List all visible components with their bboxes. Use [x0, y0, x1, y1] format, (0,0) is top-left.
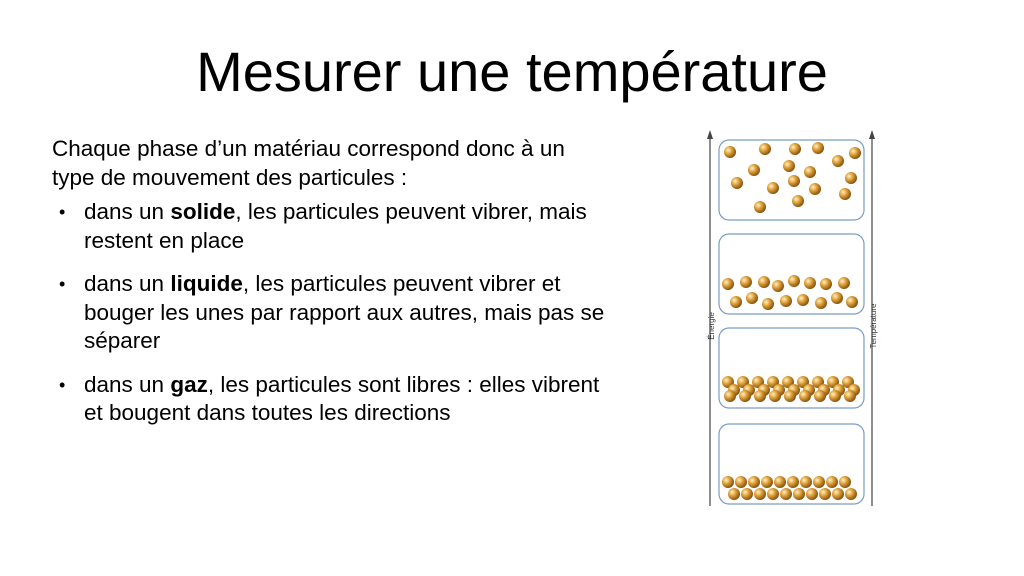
particle: [792, 195, 804, 207]
particle: [740, 276, 752, 288]
particle: [839, 188, 851, 200]
bullet-dot-icon: •: [59, 274, 66, 294]
particle: [829, 390, 841, 402]
particle: [826, 476, 838, 488]
bullet-dot-icon: •: [59, 374, 66, 395]
particle: [809, 183, 821, 195]
particle: [819, 488, 831, 500]
particle: [832, 155, 844, 167]
bullet-keyword: liquide: [170, 271, 243, 296]
particle: [788, 175, 800, 187]
temperature-axis-label: Température: [869, 303, 878, 349]
particle: [820, 278, 832, 290]
particle: [780, 295, 792, 307]
particle: [784, 390, 796, 402]
particle: [758, 276, 770, 288]
particle: [754, 201, 766, 213]
phase-diagram: [700, 126, 890, 516]
particle: [789, 143, 801, 155]
particle: [831, 292, 843, 304]
bullet-gas: [52, 371, 612, 428]
bullet-liquid: [52, 270, 612, 356]
particle: [814, 390, 826, 402]
particle: [746, 292, 758, 304]
particle: [748, 164, 760, 176]
bullet-pre: dans un: [84, 371, 171, 397]
particle: [730, 296, 742, 308]
particle: [762, 298, 774, 310]
particle: [741, 488, 753, 500]
particle: [815, 297, 827, 309]
particle: [845, 488, 857, 500]
particle: [774, 476, 786, 488]
particle: [849, 147, 861, 159]
particle: [804, 277, 816, 289]
particle: [735, 476, 747, 488]
particle: [748, 476, 760, 488]
particle: [739, 390, 751, 402]
energy-axis-label: Énergie: [707, 312, 716, 340]
particle: [797, 294, 809, 306]
particle: [806, 488, 818, 500]
bullet-keyword: solide: [170, 199, 236, 224]
particle: [788, 275, 800, 287]
particle: [759, 143, 771, 155]
bullet-pre: dans un: [84, 199, 171, 224]
particle: [731, 177, 743, 189]
slide-title: Mesurer une température: [196, 40, 828, 103]
particle: [845, 172, 857, 184]
bullet-dot-icon: •: [59, 202, 66, 222]
particle: [793, 488, 805, 500]
bullet-pre: dans un: [84, 271, 171, 296]
particle: [846, 296, 858, 308]
particle: [799, 390, 811, 402]
particle: [724, 390, 736, 402]
particle: [754, 390, 766, 402]
bullet-post: , les particules peuvent vibrer, mais restent en place: [84, 199, 587, 253]
particle: [767, 488, 779, 500]
particle: [728, 488, 740, 500]
particle: [772, 280, 784, 292]
particle: [761, 476, 773, 488]
particle: [780, 488, 792, 500]
particle: [724, 146, 736, 158]
bullet-list: [52, 198, 612, 428]
particle: [838, 277, 850, 289]
particle: [839, 476, 851, 488]
slide-body: [52, 135, 612, 443]
bullet-post: , les particules peuvent vibrer et bouger les unes par rapport aux autres, mais pas se séparer: [84, 271, 605, 353]
particle: [769, 390, 781, 402]
particle: [800, 476, 812, 488]
particle: [804, 166, 816, 178]
particle: [844, 390, 856, 402]
bullet-post: , les particules sont libres : elles vibrent et bougent dans toutes les directions: [84, 371, 600, 425]
energy-arrow-icon: [707, 130, 713, 139]
particle: [783, 160, 795, 172]
particle: [722, 278, 734, 290]
intro-text: Chaque phase d’un matériau correspond donc à un type de mouvement des particules :: [52, 136, 565, 190]
bullet-keyword: gaz: [170, 371, 208, 397]
particle: [722, 476, 734, 488]
particle: [754, 488, 766, 500]
particle: [812, 142, 824, 154]
bullet-solid: [52, 198, 612, 255]
particle: [832, 488, 844, 500]
particle: [767, 182, 779, 194]
temperature-arrow-icon: [869, 130, 875, 139]
particle: [813, 476, 825, 488]
particle: [787, 476, 799, 488]
